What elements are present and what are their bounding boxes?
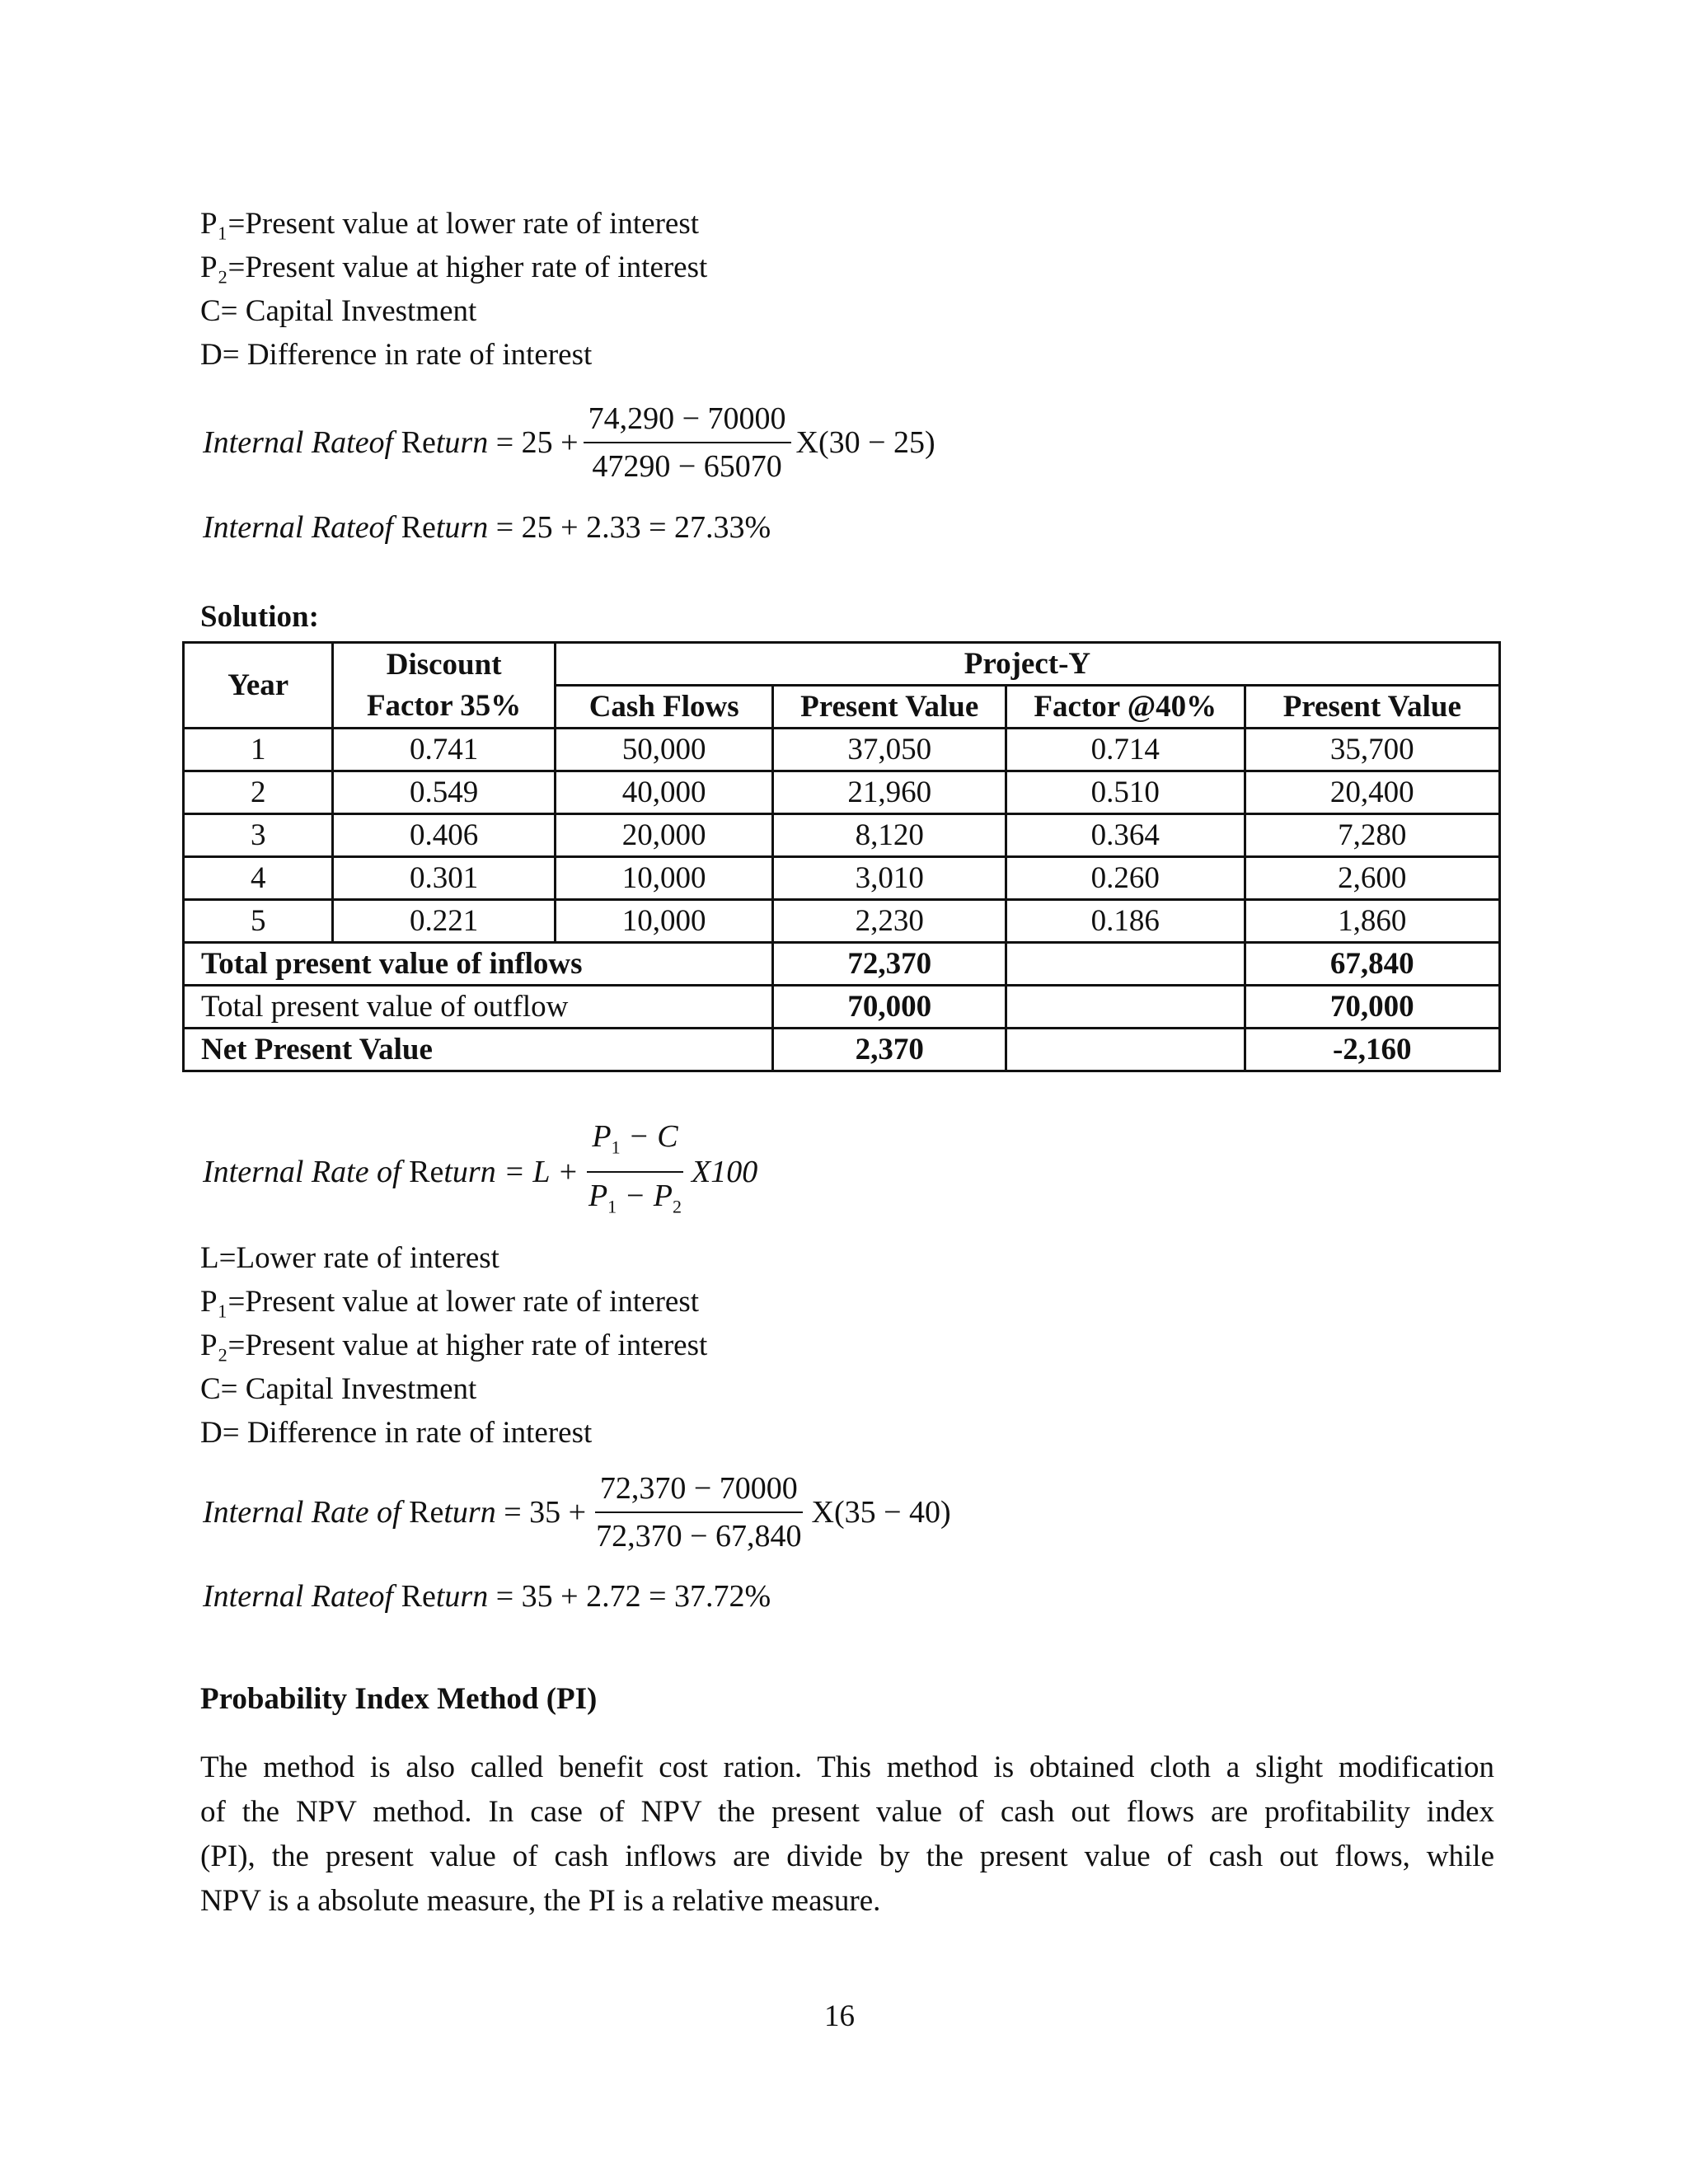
- fraction: [584, 1117, 687, 1226]
- equation-turn: turn: [443, 1495, 496, 1530]
- fraction: [591, 1469, 806, 1556]
- equation-tail: X(30 − 25): [795, 425, 935, 460]
- table-row: [184, 771, 1500, 814]
- header-project: Project-Y: [555, 643, 1499, 686]
- definition-line: C= Capital Investment: [200, 1372, 477, 1406]
- header-factor-40: Factor @40%: [1006, 686, 1245, 729]
- fraction-denominator: 72,370 − 67,840: [596, 1519, 802, 1554]
- equation-tail: X(35 − 40): [811, 1495, 951, 1530]
- equation-turn: turn: [435, 510, 489, 545]
- table-row: [184, 900, 1500, 943]
- page-number: 16: [824, 1999, 855, 2033]
- total-pv40: -2,160: [1245, 1029, 1499, 1071]
- equation-rhs: = 35 +: [504, 1495, 587, 1530]
- total-row: [184, 1029, 1500, 1071]
- irr-equation-3: [203, 1469, 951, 1556]
- table-cell: 37,050: [773, 729, 1006, 771]
- table-cell: 4: [184, 857, 333, 900]
- table-cell: 10,000: [555, 900, 773, 943]
- equation-re: Re: [409, 1154, 444, 1189]
- table-cell: 8,120: [773, 814, 1006, 857]
- table-cell: 10,000: [555, 857, 773, 900]
- subscript: 1: [607, 1196, 617, 1217]
- table-cell: 20,000: [555, 814, 773, 857]
- total-pv40: 67,840: [1245, 943, 1499, 986]
- equation-rhs: = 35 + 2.72 = 37.72%: [495, 1579, 771, 1614]
- header-discount-factor: Factor 35%: [333, 686, 556, 729]
- equation-turn: turn: [443, 1154, 496, 1189]
- fraction-numerator: 72,370 − 70000: [595, 1469, 803, 1513]
- table-cell: 40,000: [555, 771, 773, 814]
- table-cell: 0.510: [1006, 771, 1245, 814]
- equation-re: Re: [401, 425, 436, 460]
- table-cell: 7,280: [1245, 814, 1499, 857]
- definition-line: P₂=Present value at higher rate of interest: [200, 1329, 708, 1362]
- equation-rhs: = 25 + 2.33 = 27.33%: [495, 510, 771, 545]
- irr-equation-2: [203, 509, 771, 546]
- definitions-top: [200, 202, 707, 377]
- symbol-p: − P: [617, 1178, 673, 1213]
- table-cell: 3: [184, 814, 333, 857]
- table-cell: 0.549: [333, 771, 556, 814]
- table-cell: 0.741: [333, 729, 556, 771]
- equation-lhs: Internal Rate of: [203, 1154, 401, 1189]
- total-pv35: 72,370: [773, 943, 1006, 986]
- definition-line: C= Capital Investment: [200, 294, 477, 328]
- pi-paragraph: [200, 1746, 1494, 1924]
- paragraph-line: (PI), the present value of cash inflows are divide by the present value of cash out flows, while: [200, 1840, 1494, 1873]
- definition-line: L=Lower rate of interest: [200, 1241, 499, 1275]
- table-row: [184, 857, 1500, 900]
- definition-line: P₂=Present value at higher rate of interest: [200, 251, 708, 284]
- equation-rhs: = 25 +: [495, 425, 579, 460]
- paragraph-line: The method is also called benefit cost ration. This method is obtained cloth a slight modification: [200, 1750, 1494, 1784]
- total-label: Total present value of inflows: [184, 943, 773, 986]
- fraction: [584, 399, 791, 486]
- table-cell: 2: [184, 771, 333, 814]
- symbol-p: P: [588, 1178, 608, 1213]
- table-cell: 0.714: [1006, 729, 1245, 771]
- total-label: Total present value of outflow: [184, 986, 773, 1029]
- definition-line: D= Difference in rate of interest: [200, 1416, 593, 1450]
- header-present-value-2: Present Value: [1245, 686, 1499, 729]
- equation-turn: turn: [435, 425, 489, 460]
- table-cell: 1,860: [1245, 900, 1499, 943]
- table-cell: 2,600: [1245, 857, 1499, 900]
- header-present-value: Present Value: [773, 686, 1006, 729]
- fraction-numerator: 74,290 − 70000: [584, 399, 791, 443]
- table-row: [184, 729, 1500, 771]
- total-pv35: 2,370: [773, 1029, 1006, 1071]
- total-pv35: 70,000: [773, 986, 1006, 1029]
- definition-line: P₁=Present value at lower rate of interest: [200, 207, 700, 241]
- table-cell: 50,000: [555, 729, 773, 771]
- irr-formula: [203, 1117, 757, 1226]
- section-heading: Probability Index Method (PI): [200, 1682, 598, 1716]
- header-cash-flows: Cash Flows: [555, 686, 773, 729]
- equation-re: Re: [401, 1579, 436, 1614]
- table-cell: 5: [184, 900, 333, 943]
- equation-re: Re: [409, 1495, 444, 1530]
- table-cell: 0.221: [333, 900, 556, 943]
- empty-cell: [1006, 1029, 1245, 1071]
- table-cell: 21,960: [773, 771, 1006, 814]
- subscript: 1: [611, 1137, 621, 1158]
- header-year: Year: [184, 643, 333, 729]
- equation-lhs: Internal Rateof: [203, 1579, 394, 1614]
- table-cell: 0.260: [1006, 857, 1245, 900]
- equation-rhs: = L +: [504, 1154, 579, 1189]
- table-cell: 0.364: [1006, 814, 1245, 857]
- table-cell: 0.301: [333, 857, 556, 900]
- total-pv40: 70,000: [1245, 986, 1499, 1029]
- equation-turn: turn: [435, 1579, 489, 1614]
- header-discount: Discount: [333, 643, 556, 686]
- definition-line: P₁=Present value at lower rate of interest: [200, 1285, 700, 1319]
- irr-equation-4: [203, 1578, 771, 1615]
- subscript: 2: [673, 1196, 682, 1217]
- definitions-bottom: [200, 1236, 707, 1455]
- fraction-numerator: [587, 1117, 682, 1173]
- equation-lhs: Internal Rateof: [203, 510, 394, 545]
- equation-lhs: Internal Rate of: [203, 1495, 401, 1530]
- table-cell: 0.406: [333, 814, 556, 857]
- table-header-row: [184, 643, 1500, 686]
- table-cell: 3,010: [773, 857, 1006, 900]
- table-cell: 0.186: [1006, 900, 1245, 943]
- equation-re: Re: [401, 510, 436, 545]
- table-cell: 1: [184, 729, 333, 771]
- definition-line: D= Difference in rate of interest: [200, 338, 593, 372]
- table-cell: 2,230: [773, 900, 1006, 943]
- symbol-p: P: [592, 1119, 612, 1154]
- total-label: Net Present Value: [184, 1029, 773, 1071]
- total-row: [184, 986, 1500, 1029]
- empty-cell: [1006, 943, 1245, 986]
- fraction-denominator: 47290 − 65070: [592, 449, 782, 484]
- fraction-denominator: [584, 1173, 687, 1227]
- irr-equation-1: [203, 399, 935, 486]
- paragraph-line: of the NPV method. In case of NPV the present value of cash out flows are profitability index: [200, 1795, 1494, 1829]
- table-row: [184, 814, 1500, 857]
- table-header-row: [184, 686, 1500, 729]
- equation-tail: X100: [692, 1154, 758, 1189]
- table-cell: 20,400: [1245, 771, 1499, 814]
- empty-cell: [1006, 986, 1245, 1029]
- equation-lhs: Internal Rateof: [203, 425, 394, 460]
- npv-table: [182, 641, 1501, 1072]
- solution-label: Solution:: [200, 600, 319, 634]
- table-cell: 35,700: [1245, 729, 1499, 771]
- paragraph-line: NPV is a absolute measure, the PI is a relative measure.: [200, 1884, 881, 1918]
- symbol-c: − C: [620, 1119, 678, 1154]
- total-row: [184, 943, 1500, 986]
